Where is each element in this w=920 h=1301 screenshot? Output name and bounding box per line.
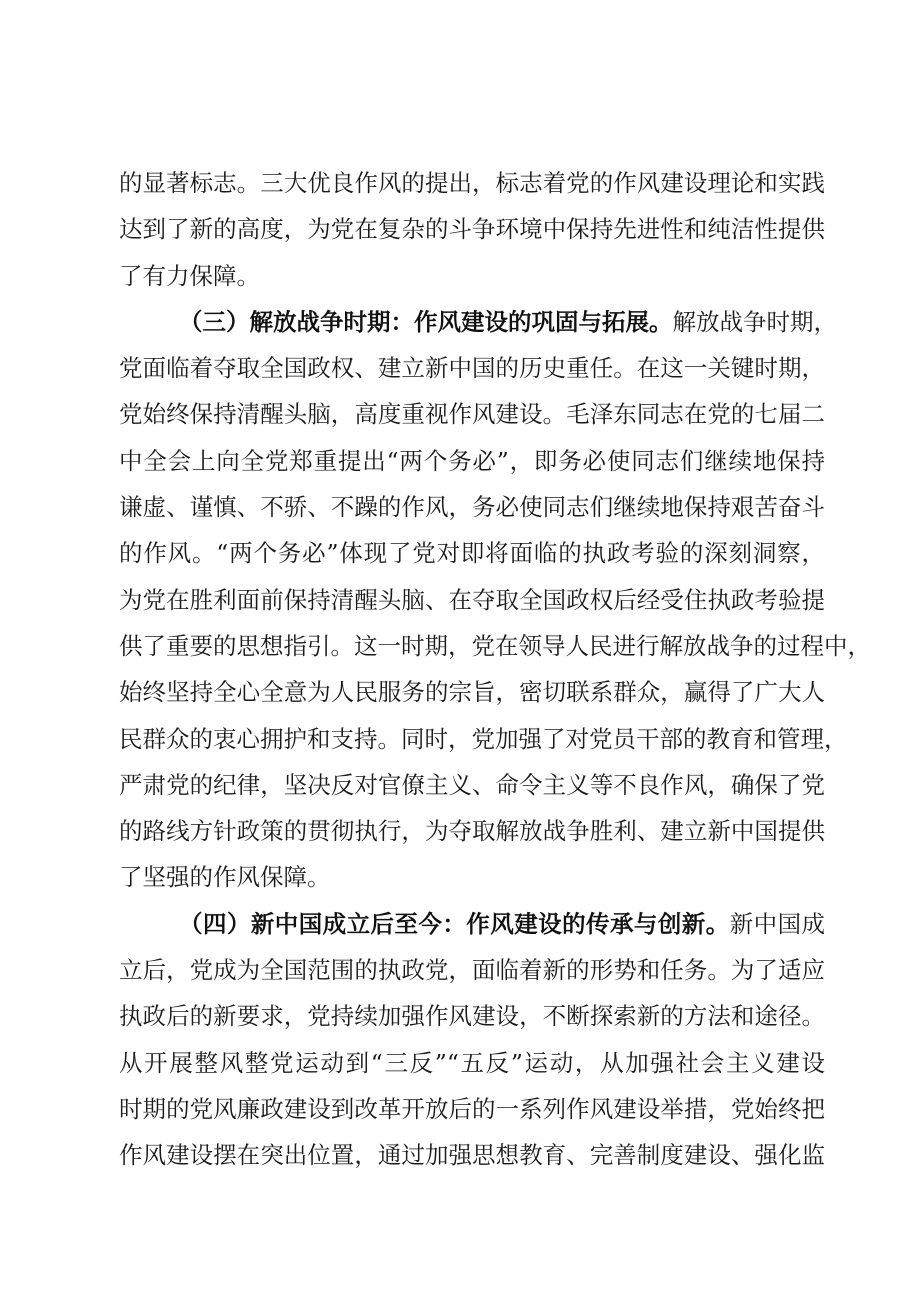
text-line: 时期的党风廉政建设到改革开放后的一系列作风建设举措，党始终把: [119, 1094, 825, 1123]
text-line: 执政后的新要求，党持续加强作风建设，不断探索新的方法和途径。: [119, 1002, 825, 1031]
text-line: 的作风。“两个务必”体现了党对即将面临的执政考验的深刻洞察，: [119, 539, 825, 568]
paragraph-2: [119, 299, 871, 901]
text-line: 供了重要的思想指引。这一时期，党在领导人民进行解放战争的过程中，: [119, 631, 871, 660]
text-line: 从开展整风整党运动到“三反”“五反”运动，从加强社会主义建设: [119, 1048, 825, 1077]
text-line: 的显著标志。三大优良作风的提出，标志着党的作风建设理论和实践: [119, 169, 825, 197]
text-line: [119, 901, 825, 947]
heading-line-rest: 新中国成: [729, 909, 826, 938]
text-line: 始终坚持全心全意为人民服务的宗旨，密切联系群众，赢得了广大人: [119, 678, 825, 707]
text-line: 民群众的衷心拥护和支持。同时，党加强了对党员干部的教育和管理，: [119, 724, 848, 753]
text-line: 谦虚、谨慎、不骄、不躁的作风，务必使同志们继续地保持艰苦奋斗: [119, 493, 825, 522]
document-body: [119, 160, 871, 1179]
text-line: 达到了新的高度，为党在复杂的斗争环境中保持先进性和纯洁性提供: [119, 215, 825, 244]
heading-line-rest: 解放战争时期，: [672, 307, 837, 336]
text-line: 立后，党成为全国范围的执政党，面临着新的形势和任务。为了适应: [119, 956, 825, 985]
text-line: 中全会上向全党郑重提出“两个务必”，即务必使同志们继续地保持: [119, 446, 825, 475]
text-line: 作风建设摆在突出位置，通过加强思想教育、完善制度建设、强化监: [119, 1141, 825, 1170]
text-line: 了有力保障。: [119, 261, 260, 290]
section-heading-3: （三）解放战争时期：作风建设的巩固与拓展。: [179, 307, 673, 336]
section-heading-4: （四）新中国成立后至今：作风建设的传承与创新。: [179, 909, 730, 938]
text-line: 党始终保持清醒头脑，高度重视作风建设。毛泽东同志在党的七届二: [119, 400, 825, 429]
text-line: 党面临着夺取全国政权、建立新中国的历史重任。在这一关键时期，: [119, 354, 825, 383]
paragraph-1: [119, 160, 825, 299]
text-line: 为党在胜利面前保持清醒头脑、在夺取全国政权后经受住执政考验提: [119, 585, 825, 614]
text-line: 严肃党的纪律，坚决反对官僚主义、命令主义等不良作风，确保了党: [119, 770, 825, 799]
paragraph-3: [119, 901, 825, 1179]
text-line: [119, 299, 837, 345]
text-line: 的路线方针政策的贯彻执行，为夺取解放战争胜利、建立新中国提供: [119, 817, 825, 846]
text-line: 了坚强的作风保障。: [119, 863, 331, 892]
